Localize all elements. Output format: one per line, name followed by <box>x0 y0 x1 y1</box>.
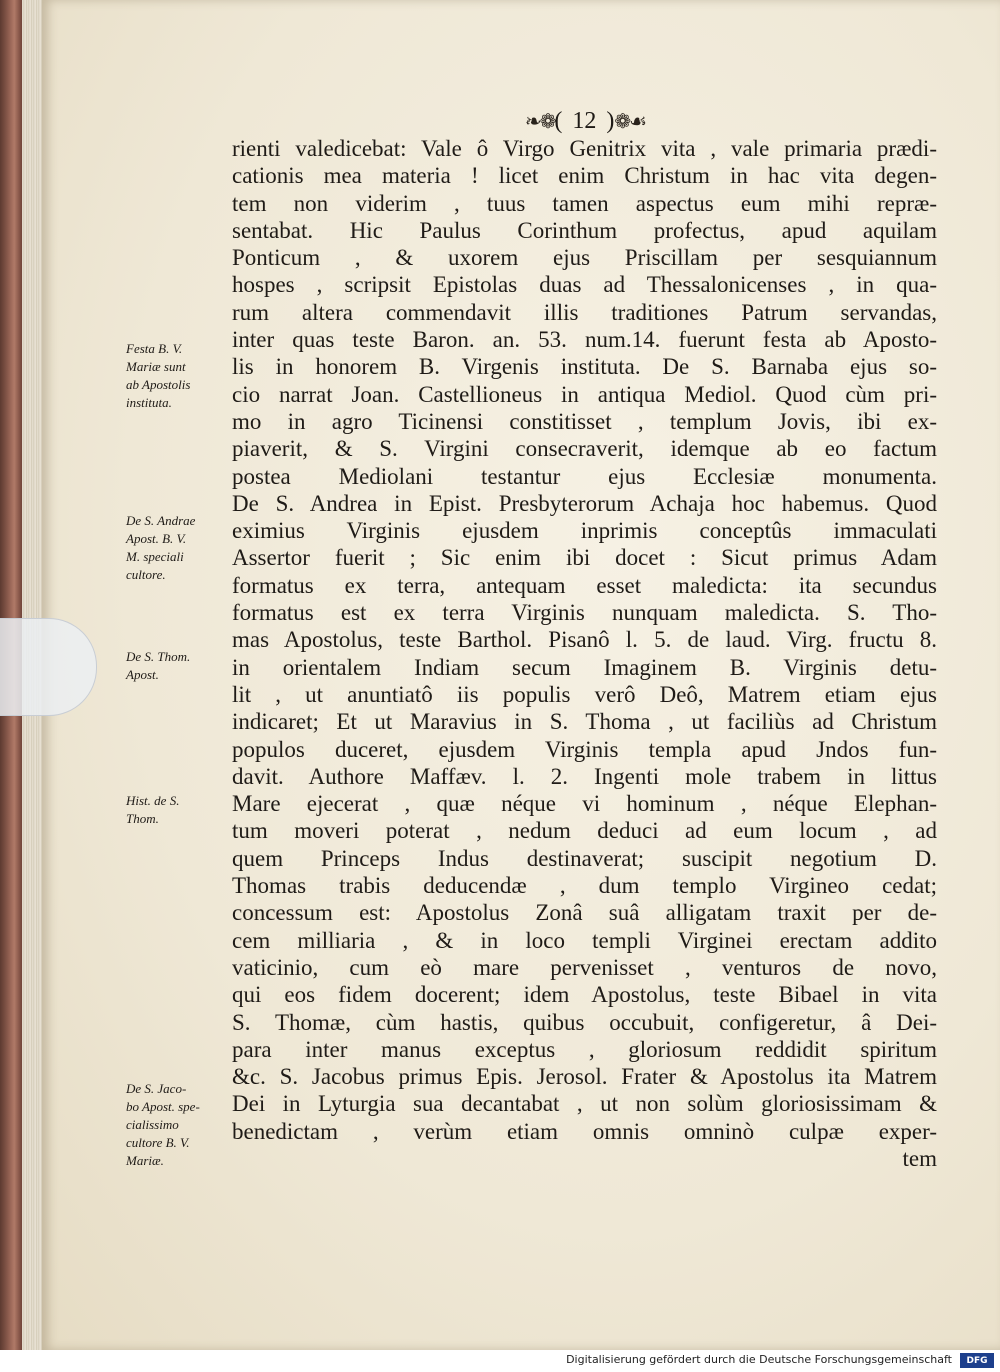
text-line: cio narrat Joan. Castellioneus in antiqua Mediol. Quod cùm pri- <box>232 381 937 407</box>
bookmark-tab <box>0 618 97 716</box>
text-line: lit , ut anuntiatô iis populis verô Deô, Matrem etiam ejus <box>232 681 937 707</box>
margin-note-line: ab Apostolis <box>126 377 191 392</box>
text-line: in orientalem Indiam secum Imaginem B. Virginis detu- <box>232 654 937 680</box>
text-line: hospes , scripsit Epistolas duas ad Thessalonicenses , in qua- <box>232 272 937 298</box>
margin-note-line: bo Apost. spe- <box>126 1099 200 1114</box>
text-line: quem Princeps Indus destinaverat; suscipit negotium D. <box>232 845 937 871</box>
text-line: tem <box>902 1145 937 1171</box>
margin-note-line: De S. Jaco- <box>126 1081 187 1096</box>
margin-note-line: M. speciali <box>126 549 184 564</box>
text-line: rum altera commendavit illis traditiones Patrum servandas, <box>232 299 937 325</box>
text-line: formatus ex terra, antequam esset maledicta: ita secundus <box>232 572 937 598</box>
text-line: Dei in Lyturgia sua decantabat , ut non solùm gloriosissimam & <box>232 1091 937 1117</box>
margin-note-line: instituta. <box>126 395 172 410</box>
page-header <box>470 104 700 138</box>
text-line: formatus est ex terra Virginis nunquam maledicta. S. Tho- <box>232 600 937 626</box>
margin-note-line: cultore B. V. <box>126 1135 190 1150</box>
margin-note-festa <box>126 340 242 412</box>
text-line: cationis mea materia ! licet enim Christum in hac vita degen- <box>232 163 937 189</box>
margin-note-thomas <box>126 648 242 684</box>
text-line: mo in agro Ticinensi constitisset , templum Jovis, ibi ex- <box>232 408 937 434</box>
ornament-left-icon: ❧❁ <box>524 110 555 133</box>
text-line: mas Apostolus, teste Barthol. Pisanô l. 5. de laud. Virg. fructu 8. <box>232 627 937 653</box>
text-line: postea Mediolani testantur ejus Ecclesiæ monumenta. <box>232 463 937 489</box>
text-line: benedictam , verùm etiam omnis omninò culpæ exper- <box>232 1118 937 1144</box>
text-line: Mare ejecerat , quæ néque vi hominum , néque Elephan- <box>232 791 937 817</box>
text-line: lis in honorem B. Virgenis instituta. De S. Barnaba ejus so- <box>232 354 937 380</box>
footer-bar <box>0 1350 1000 1372</box>
text-line: Ponticum , & uxorem ejus Priscillam per sesquiannum <box>232 245 937 271</box>
text-line: Assertor fuerit ; Sic enim ibi docet : Sicut primus Adam <box>232 545 937 571</box>
dfg-logo-icon: DFG <box>960 1353 994 1368</box>
margin-note-jacobus <box>126 1080 242 1170</box>
text-line: inter quas teste Baron. an. 53. num.14. fuerunt festa ab Aposto- <box>232 327 937 353</box>
text-line: qui eos fidem docerent; idem Apostolus, teste Bibael in vita <box>232 982 937 1008</box>
margin-note-line: De S. Thom. <box>126 649 191 664</box>
margin-note-line: De S. Andrae <box>126 513 196 528</box>
margin-note-line: Thom. <box>126 811 159 826</box>
margin-note-line: cialissimo <box>126 1117 179 1132</box>
text-line: eximius Virginis ejusdem inprimis conceptûs immaculati <box>232 518 937 544</box>
text-line: cem milliaria , & in loco templi Virginei erectam addito <box>232 927 937 953</box>
margin-note-line: Mariæ. <box>126 1153 164 1168</box>
margin-note-line: cultore. <box>126 567 166 582</box>
ornament-right-icon: ❁☙ <box>614 110 646 133</box>
margin-note-line: Mariæ sunt <box>126 359 186 374</box>
text-line: indicaret; Et ut Maravius in S. Thoma , ut faciliùs ad Christum <box>232 709 937 735</box>
margin-note-line: Apost. <box>126 667 159 682</box>
text-line: para inter manus exceptus , gloriosum reddidit spiritum <box>232 1036 937 1062</box>
text-line: rienti valedicebat: Vale ô Virgo Genitrix vita , vale primaria prædi- <box>232 136 937 161</box>
text-line: davit. Authore Maffæv. l. 2. Ingenti mole trabem in littus <box>232 763 937 789</box>
text-line: Thomas trabis deducendæ , dum templo Virgineo cedat; <box>232 873 937 899</box>
text-line: piaverit, & S. Virgini consecraverit, idemque ab eo factum <box>232 436 937 462</box>
text-line: tem non viderim , tuus tamen aspectus eum mihi repræ- <box>232 190 937 216</box>
paren-open: ( <box>554 107 563 134</box>
text-line: concessum est: Apostolus Zonâ suâ alligatam traxit per de- <box>232 900 937 926</box>
text-line: &c. S. Jacobus primus Epis. Jerosol. Frater & Apostolus ita Matrem <box>232 1064 937 1090</box>
text-line: sentabat. Hic Paulus Corinthum profectus, apud aquilam <box>232 217 937 243</box>
text-line: tum moveri poterat , nedum deduci ad eum locum , ad <box>232 818 937 844</box>
paren-close: ) <box>606 107 615 134</box>
body-text <box>232 135 937 1172</box>
text-line: De S. Andrea in Epist. Presbyterorum Achaja hoc habemus. Quod <box>232 490 937 516</box>
margin-note-line: Apost. B. V. <box>126 531 187 546</box>
margin-note-andrea <box>126 512 242 584</box>
text-line: populos duceret, ejusdem Virginis templa apud Jndos fun- <box>232 736 937 762</box>
text-line: S. Thomæ, cùm hastis, quibus occubuit, configeretur, â Dei- <box>232 1009 937 1035</box>
text-line: vaticinio, cum eò mare pervenisset , venturos de novo, <box>232 954 937 980</box>
page-number: 12 <box>572 107 597 134</box>
funding-notice: Digitalisierung gefördert durch die Deutsche Forschungsgemeinschaft <box>566 1353 952 1366</box>
margin-note-hist-thomas <box>126 792 242 828</box>
margin-note-line: Hist. de S. <box>126 793 180 808</box>
margin-note-line: Festa B. V. <box>126 341 183 356</box>
